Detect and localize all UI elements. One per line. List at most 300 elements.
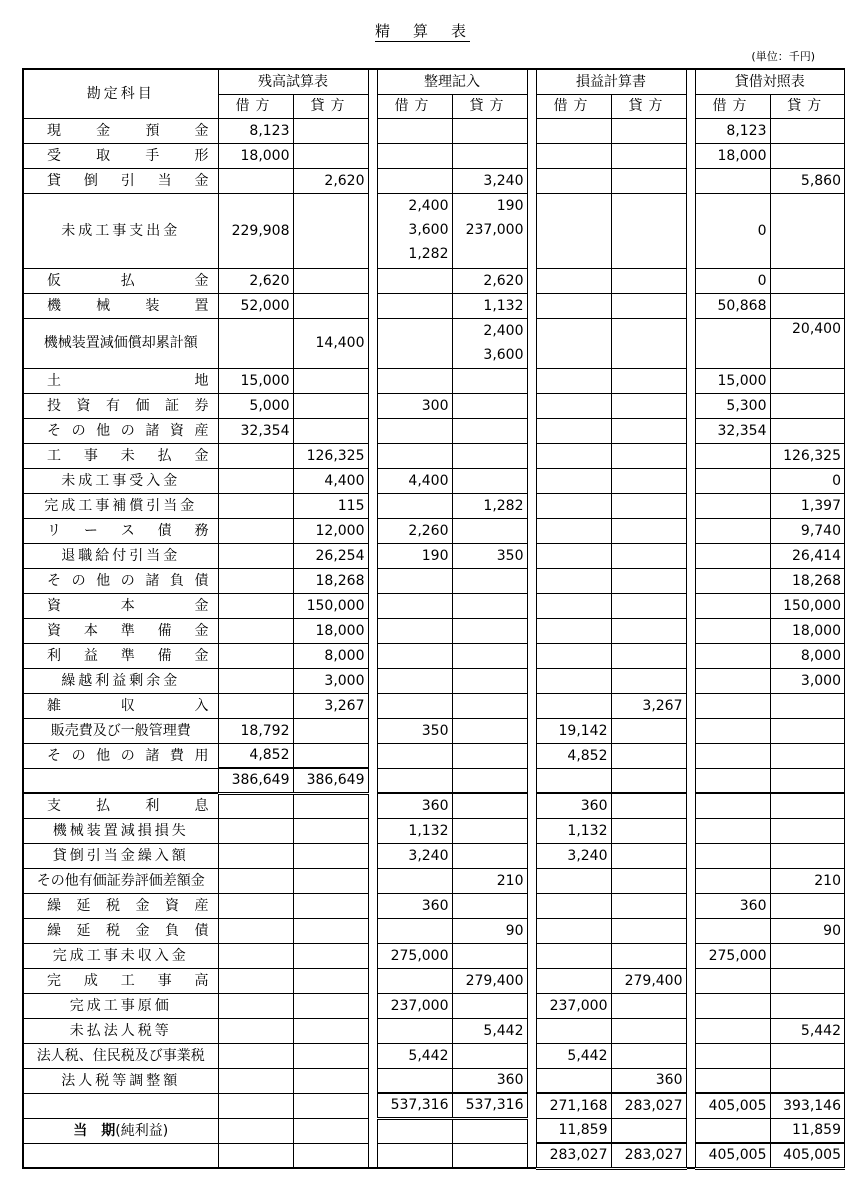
- debit-amount-cell: [377, 868, 452, 893]
- account-label: 貸 倒 引 当 金: [47, 172, 209, 189]
- column-gap: [527, 768, 536, 793]
- column-gap: [686, 1093, 695, 1118]
- table-row: [23, 393, 845, 418]
- amount-value: 32,354: [717, 422, 767, 439]
- amount-value: 279,400: [624, 972, 683, 989]
- column-gap: [527, 668, 536, 693]
- credit-amount-cell: [770, 193, 845, 268]
- credit-amount-cell: [770, 993, 845, 1018]
- debit-amount-cell: [536, 818, 611, 843]
- column-gap: [368, 493, 377, 518]
- column-gap: [527, 193, 536, 268]
- debit-amount-cell: [695, 468, 770, 493]
- amount-value: 283,027: [624, 1097, 683, 1114]
- credit-amount-cell: [611, 593, 686, 618]
- account-label: 法人税、住民税及び事業税: [36, 1047, 205, 1064]
- credit-amount-cell: [611, 743, 686, 768]
- amount-value: 5,300: [726, 397, 767, 414]
- debit-amount-cell: [536, 393, 611, 418]
- column-gap: [686, 1043, 695, 1068]
- credit-amount-cell: [293, 168, 368, 193]
- credit-amount-cell: [293, 618, 368, 643]
- debit-amount-cell: [377, 1143, 452, 1168]
- account-label: 利 益 準 備 金: [47, 647, 209, 664]
- debit-amount-cell: [377, 493, 452, 518]
- amount-value: 405,005: [783, 1147, 841, 1164]
- debit-amount-cell: [377, 768, 452, 793]
- column-gap: [527, 418, 536, 443]
- credit-amount-cell: [770, 1118, 845, 1143]
- debit-amount-cell: [377, 543, 452, 568]
- amount-value: 1,132: [408, 822, 449, 839]
- credit-header: 貸方: [452, 94, 527, 118]
- column-gap: [686, 668, 695, 693]
- account-label: 支 払 利 息: [47, 797, 209, 814]
- credit-amount-cell: [770, 318, 845, 368]
- credit-amount-cell: [770, 893, 845, 918]
- credit-amount-cell: [770, 143, 845, 168]
- credit-amount-cell: [611, 443, 686, 468]
- column-gap: [527, 368, 536, 393]
- column-gap: [686, 968, 695, 993]
- credit-amount-cell: [611, 768, 686, 793]
- column-gap: [368, 893, 377, 918]
- debit-amount-cell: [695, 818, 770, 843]
- debit-amount-cell: [218, 143, 293, 168]
- credit-amount-cell: [611, 843, 686, 868]
- debit-amount-cell: [536, 593, 611, 618]
- column-gap: [686, 318, 695, 368]
- amount-value: 14,400: [315, 335, 365, 351]
- column-gap: [686, 943, 695, 968]
- credit-amount-cell: [293, 918, 368, 943]
- account-label: 工 事 未 払 金: [47, 447, 209, 464]
- debit-amount-cell: [536, 1018, 611, 1043]
- debit-amount-cell: [695, 543, 770, 568]
- credit-amount-cell: [770, 968, 845, 993]
- account-name-cell: [23, 743, 218, 768]
- amount-value: 8,000: [800, 647, 841, 664]
- column-gap: [368, 1043, 377, 1068]
- credit-amount-cell: [611, 318, 686, 368]
- credit-amount-cell: [770, 743, 845, 768]
- debit-amount-cell: [377, 593, 452, 618]
- amount-value: 1,282: [408, 245, 449, 262]
- credit-amount-cell: [293, 268, 368, 293]
- debit-amount-cell: [218, 818, 293, 843]
- credit-amount-cell: [452, 1043, 527, 1068]
- account-label: 繰越利益剰余金: [61, 672, 181, 689]
- credit-amount-cell: [452, 768, 527, 793]
- amount-value: 90: [505, 922, 524, 939]
- column-gap: [527, 393, 536, 418]
- column-gap: [686, 493, 695, 518]
- credit-amount-cell: [770, 1068, 845, 1093]
- table-row: [23, 743, 845, 768]
- credit-amount-cell: [611, 868, 686, 893]
- debit-amount-cell: [695, 768, 770, 793]
- debit-amount-cell: [536, 293, 611, 318]
- column-gap: [368, 268, 377, 293]
- debit-amount-cell: [536, 1043, 611, 1068]
- column-gap: [527, 743, 536, 768]
- debit-amount-cell: [695, 968, 770, 993]
- column-gap: [368, 843, 377, 868]
- amount-value: 537,316: [390, 1097, 449, 1114]
- account-name-cell: [23, 668, 218, 693]
- debit-amount-cell: [695, 443, 770, 468]
- debit-amount-cell: [536, 1118, 611, 1143]
- table-row: [23, 718, 845, 743]
- debit-amount-cell: [218, 768, 293, 793]
- amount-value: 283,027: [624, 1147, 683, 1164]
- debit-amount-cell: [536, 643, 611, 668]
- amount-value: 1,132: [567, 822, 608, 839]
- debit-amount-cell: [536, 518, 611, 543]
- column-gap: [527, 168, 536, 193]
- credit-amount-cell: [770, 443, 845, 468]
- debit-amount-cell: [695, 1068, 770, 1093]
- amount-value: 3,000: [324, 672, 365, 689]
- debit-amount-cell: [377, 468, 452, 493]
- table-row: [23, 1018, 845, 1043]
- table-row: [23, 618, 845, 643]
- credit-amount-cell: [293, 743, 368, 768]
- debit-amount-cell: [536, 1143, 611, 1168]
- amount-value: 50,868: [717, 297, 767, 314]
- amount-value: 5,860: [800, 172, 841, 189]
- debit-amount-cell: [695, 943, 770, 968]
- debit-amount-cell: [695, 843, 770, 868]
- debit-amount-cell: [377, 718, 452, 743]
- credit-amount-cell: [770, 1093, 845, 1118]
- table-row: [23, 1043, 845, 1068]
- credit-amount-cell: [452, 393, 527, 418]
- credit-amount-cell: [770, 1143, 845, 1168]
- credit-amount-cell: [452, 1093, 527, 1118]
- credit-header: 貸方: [611, 94, 686, 118]
- credit-amount-cell: [611, 1118, 686, 1143]
- account-label: 土 地: [47, 372, 209, 389]
- amount-value: 237,000: [549, 997, 608, 1014]
- credit-amount-cell: [452, 418, 527, 443]
- account-name-cell: [23, 143, 218, 168]
- debit-amount-cell: [536, 843, 611, 868]
- column-gap: [368, 943, 377, 968]
- column-gap: [527, 118, 536, 143]
- account-name-cell: [23, 1068, 218, 1093]
- amount-value: 5,442: [483, 1022, 524, 1039]
- credit-amount-cell: [452, 193, 527, 268]
- amount-value: 19,142: [558, 722, 608, 739]
- amount-value: 190: [496, 197, 524, 214]
- credit-amount-cell: [770, 118, 845, 143]
- debit-amount-cell: [377, 643, 452, 668]
- amount-value: 12,000: [315, 522, 365, 539]
- debit-amount-cell: [218, 118, 293, 143]
- amount-value: 5,442: [567, 1047, 608, 1064]
- credit-amount-cell: [770, 418, 845, 443]
- debit-amount-cell: [218, 668, 293, 693]
- amount-value: 18,268: [792, 572, 841, 589]
- debit-amount-cell: [377, 943, 452, 968]
- amount-value: 300: [421, 397, 449, 414]
- column-gap: [686, 118, 695, 143]
- column-gap: [527, 718, 536, 743]
- amount-value: 2,620: [324, 172, 365, 189]
- column-gap: [368, 1143, 377, 1168]
- credit-amount-cell: [611, 418, 686, 443]
- credit-amount-cell: [452, 1018, 527, 1043]
- amount-value: 386,649: [306, 772, 365, 789]
- credit-amount-cell: [452, 493, 527, 518]
- credit-amount-cell: [452, 518, 527, 543]
- credit-amount-cell: [611, 693, 686, 718]
- debit-amount-cell: [695, 693, 770, 718]
- amount-value: 2,620: [483, 272, 524, 289]
- column-gap: [368, 1018, 377, 1043]
- amount-value: 3,240: [483, 172, 524, 189]
- amount-value: 279,400: [465, 972, 524, 989]
- column-gap: [686, 718, 695, 743]
- debit-amount-cell: [695, 918, 770, 943]
- credit-amount-cell: [611, 543, 686, 568]
- column-gap: [368, 1068, 377, 1093]
- amount-value: 360: [496, 1072, 524, 1089]
- credit-amount-cell: [770, 943, 845, 968]
- account-name-cell: [23, 618, 218, 643]
- credit-amount-cell: [611, 193, 686, 268]
- table-row: [23, 843, 845, 868]
- group-header-trial-balance: 残高試算表: [218, 69, 368, 94]
- column-gap: [368, 718, 377, 743]
- debit-amount-cell: [377, 168, 452, 193]
- debit-amount-cell: [377, 1068, 452, 1093]
- account-name-cell: [23, 793, 218, 818]
- account-label: 仮 払 金: [47, 272, 209, 289]
- amount-value: 1,132: [483, 297, 524, 314]
- column-gap: [527, 618, 536, 643]
- table-row: [23, 818, 845, 843]
- column-gap: [368, 968, 377, 993]
- credit-amount-cell: [611, 368, 686, 393]
- amount-value: 26,254: [315, 547, 365, 564]
- debit-amount-cell: [695, 893, 770, 918]
- debit-amount-cell: [536, 893, 611, 918]
- table-row: [23, 268, 845, 293]
- amount-value: 360: [421, 897, 449, 914]
- credit-amount-cell: [293, 1143, 368, 1168]
- credit-amount-cell: [770, 718, 845, 743]
- amount-value: 360: [580, 797, 608, 814]
- account-label: 受 取 手 形: [47, 147, 209, 164]
- account-label: 資 本 準 備 金: [47, 622, 209, 639]
- credit-amount-cell: [611, 1043, 686, 1068]
- account-name-cell: [23, 1093, 218, 1118]
- column-gap: [686, 1068, 695, 1093]
- column-gap: [686, 768, 695, 793]
- credit-amount-cell: [770, 593, 845, 618]
- column-gap: [368, 743, 377, 768]
- credit-amount-cell: [293, 643, 368, 668]
- debit-amount-cell: [218, 968, 293, 993]
- amount-value: 18,000: [717, 147, 767, 164]
- credit-amount-cell: [452, 318, 527, 368]
- amount-value: 275,000: [390, 947, 449, 964]
- credit-amount-cell: [770, 693, 845, 718]
- column-gap: [368, 818, 377, 843]
- credit-amount-cell: [770, 643, 845, 668]
- debit-amount-cell: [377, 818, 452, 843]
- unit-note: (単位：千円): [751, 50, 815, 63]
- credit-amount-cell: [611, 643, 686, 668]
- account-label: 退職給付引当金: [61, 547, 181, 564]
- credit-amount-cell: [770, 1043, 845, 1068]
- debit-amount-cell: [536, 668, 611, 693]
- debit-amount-cell: [218, 918, 293, 943]
- amount-value: 0: [757, 272, 767, 289]
- table-row: [23, 1143, 845, 1168]
- amount-value: 5,442: [408, 1047, 449, 1064]
- account-label: そ の 他 の 諸 負 債: [47, 572, 209, 589]
- amount-value: 190: [421, 547, 449, 564]
- amount-value: 2,400: [483, 322, 524, 339]
- table-row: [23, 593, 845, 618]
- table-row: [23, 893, 845, 918]
- debit-amount-cell: [377, 743, 452, 768]
- amount-value: 90: [823, 922, 841, 939]
- amount-value: 350: [496, 547, 524, 564]
- column-gap: [368, 668, 377, 693]
- debit-amount-cell: [377, 418, 452, 443]
- column-gap: [527, 568, 536, 593]
- amount-value: 8,000: [324, 647, 365, 664]
- debit-amount-cell: [695, 1043, 770, 1068]
- amount-value: 2,400: [408, 197, 449, 214]
- account-name-cell: [23, 918, 218, 943]
- credit-header: 貸方: [770, 94, 845, 118]
- credit-amount-cell: [293, 668, 368, 693]
- debit-amount-cell: [218, 743, 293, 768]
- table-row: [23, 443, 845, 468]
- credit-amount-cell: [293, 318, 368, 368]
- column-gap: [686, 443, 695, 468]
- table-row: [23, 693, 845, 718]
- column-gap: [368, 168, 377, 193]
- credit-amount-cell: [452, 818, 527, 843]
- amount-value: 5,000: [249, 397, 290, 414]
- column-gap: [686, 993, 695, 1018]
- column-gap: [368, 118, 377, 143]
- credit-amount-cell: [293, 443, 368, 468]
- account-label: 雑 収 入: [47, 697, 209, 714]
- amount-value: 20,400: [792, 320, 841, 337]
- debit-amount-cell: [377, 618, 452, 643]
- credit-amount-cell: [293, 293, 368, 318]
- amount-value: 210: [814, 872, 841, 889]
- credit-amount-cell: [770, 568, 845, 593]
- amount-value: 237,000: [465, 221, 524, 238]
- debit-amount-cell: [536, 918, 611, 943]
- debit-amount-cell: [218, 193, 293, 268]
- amount-value: 3,267: [324, 697, 365, 714]
- debit-amount-cell: [536, 318, 611, 368]
- credit-amount-cell: [293, 968, 368, 993]
- debit-amount-cell: [218, 568, 293, 593]
- debit-amount-cell: [536, 568, 611, 593]
- table-row: [23, 543, 845, 568]
- worksheet-title: 精 算 表: [374, 22, 470, 40]
- amount-value: 4,852: [567, 747, 608, 764]
- account-name-cell: [23, 1118, 218, 1143]
- credit-amount-cell: [452, 1068, 527, 1093]
- account-name-cell: [23, 768, 218, 793]
- net-income-sub-label: (純利益): [115, 1122, 169, 1139]
- credit-header: 貸方: [293, 94, 368, 118]
- credit-amount-cell: [293, 793, 368, 818]
- credit-amount-cell: [770, 793, 845, 818]
- column-gap: [527, 543, 536, 568]
- amount-value: 393,146: [783, 1097, 841, 1114]
- debit-amount-cell: [377, 843, 452, 868]
- column-gap: [527, 643, 536, 668]
- account-name-cell: [23, 543, 218, 568]
- credit-amount-cell: [452, 868, 527, 893]
- credit-amount-cell: [611, 143, 686, 168]
- credit-amount-cell: [293, 1043, 368, 1068]
- amount-value: 18,268: [315, 572, 365, 589]
- credit-amount-cell: [611, 993, 686, 1018]
- credit-amount-cell: [770, 918, 845, 943]
- debit-amount-cell: [536, 268, 611, 293]
- column-gap: [527, 293, 536, 318]
- account-label: 資 本 金: [47, 597, 209, 614]
- debit-amount-cell: [536, 168, 611, 193]
- debit-amount-cell: [536, 968, 611, 993]
- amount-value: 15,000: [717, 372, 767, 389]
- credit-amount-cell: [452, 943, 527, 968]
- column-gap: [686, 393, 695, 418]
- column-gap: [368, 193, 377, 268]
- column-gap: [527, 1068, 536, 1093]
- debit-amount-cell: [377, 393, 452, 418]
- column-gap: [527, 868, 536, 893]
- account-label: 完成工事未収入金: [52, 947, 189, 964]
- account-label: 完成工事原価: [69, 997, 172, 1014]
- debit-amount-cell: [695, 1018, 770, 1043]
- column-gap: [686, 868, 695, 893]
- debit-amount-cell: [377, 993, 452, 1018]
- debit-header: 借方: [695, 94, 770, 118]
- credit-amount-cell: [293, 993, 368, 1018]
- column-gap: [368, 518, 377, 543]
- account-name-cell: [23, 418, 218, 443]
- credit-amount-cell: [293, 818, 368, 843]
- account-label: 未払法人税等: [69, 1022, 172, 1039]
- account-name-cell: [23, 943, 218, 968]
- debit-amount-cell: [218, 618, 293, 643]
- account-name-cell: [23, 493, 218, 518]
- table-row: [23, 1093, 845, 1118]
- column-gap: [368, 643, 377, 668]
- credit-amount-cell: [452, 668, 527, 693]
- debit-amount-cell: [695, 1118, 770, 1143]
- column-gap: [686, 893, 695, 918]
- amount-value: 0: [757, 222, 767, 239]
- debit-amount-cell: [218, 868, 293, 893]
- column-gap: [527, 518, 536, 543]
- debit-amount-cell: [695, 518, 770, 543]
